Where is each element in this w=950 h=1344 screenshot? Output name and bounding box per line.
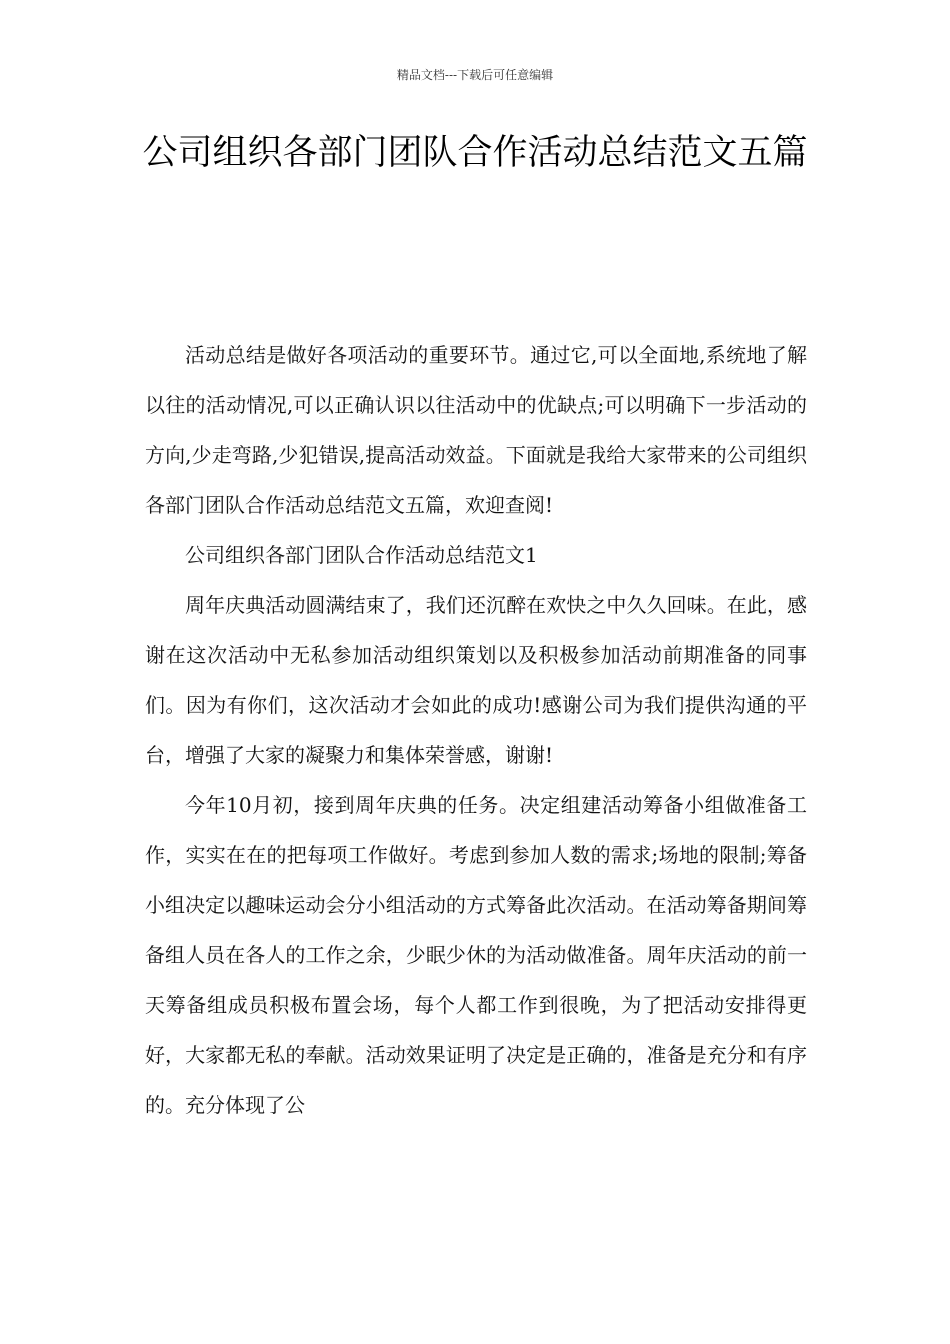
section-heading: 公司组织各部门团队合作活动总结范文1	[185, 543, 538, 567]
page-header-note: 精品文档---下载后可任意编辑	[396, 68, 554, 82]
body-paragraph: 今年10月初，接到周年庆典的任务。决定组建活动筹备小组做准备工作，实实在在的把每项工作做好。考虑到参加人数的需求;场地的限制;筹备小组决定以趣味运动会分小组活动的方式筹备此次活动。在活动筹备期间筹备组人员在各人的工作之余，少眠少休的为活动做准备。周年庆活动的前一天筹备组成员积极布置会场，每个人都工作到很晚，为了把活动安排得更好，大家都无私的奉献。活动效果证明了决定是正确的，准备是充分和有序的。充分体现了公	[145, 793, 807, 1117]
intro-paragraph: 活动总结是做好各项活动的重要环节。通过它,可以全面地,系统地了解以往的活动情况,可以正确认识以往活动中的优缺点;可以明确下一步活动的方向,少走弯路,少犯错误,提高活动效益。下面就是我给大家带来的公司组织各部门团队合作活动总结范文五篇，欢迎查阅!	[145, 343, 807, 517]
body-paragraph: 周年庆典活动圆满结束了，我们还沉醉在欢快之中久久回味。在此，感谢在这次活动中无私参加活动组织策划以及积极参加活动前期准备的同事们。因为有你们，这次活动才会如此的成功!感谢公司为我们提供沟通的平台，增强了大家的凝聚力和集体荣誉感，谢谢!	[145, 593, 807, 767]
document-body	[145, 330, 807, 1130]
document-title: 公司组织各部门团队合作活动总结范文五篇	[142, 133, 808, 173]
